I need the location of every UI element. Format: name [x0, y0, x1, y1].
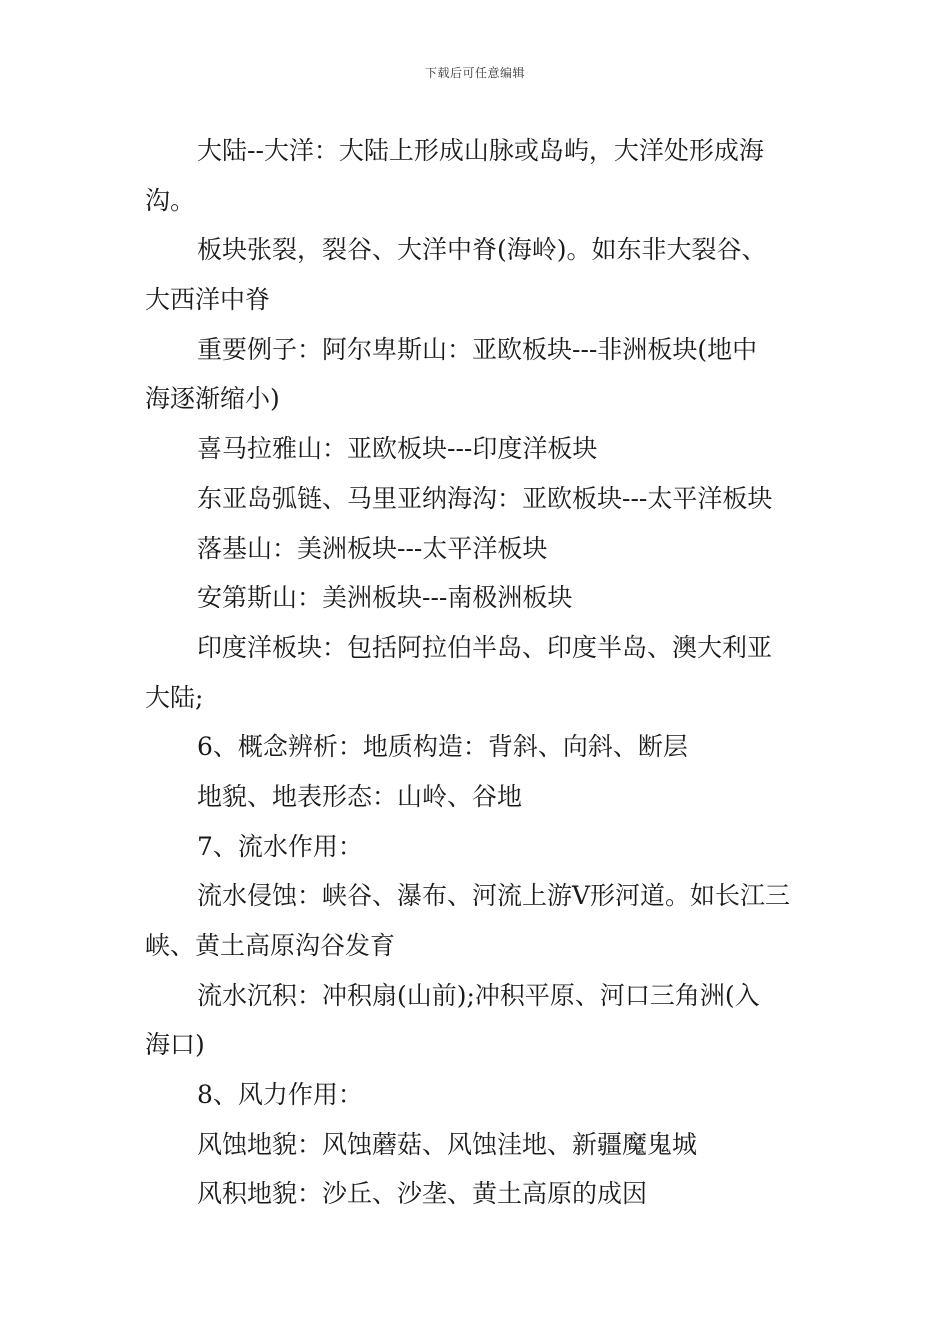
- text-line: 海口): [145, 1030, 205, 1060]
- text-line: 板块张裂，裂谷、大洋中脊(海岭)。如东非大裂谷、: [197, 235, 767, 265]
- text-line: 风积地貌：沙丘、沙垄、黄土高原的成因: [197, 1179, 648, 1209]
- text-line: 东亚岛弧链、马里亚纳海沟：亚欧板块---太平洋板块: [197, 483, 773, 513]
- text-line: 地貌、地表形态：山岭、谷地: [197, 781, 523, 811]
- text-line: 大西洋中脊: [145, 285, 271, 315]
- text-line: 流水侵蚀：峡谷、瀑布、河流上游V形河道。如长江三: [197, 881, 791, 911]
- document-body: [145, 126, 810, 1219]
- page-header-note: 下载后可任意编辑: [424, 66, 525, 80]
- text-line: 大陆--大洋：大陆上形成山脉或岛屿，大洋处形成海: [197, 136, 764, 165]
- text-line: 6、概念辨析：地质构造：背斜、向斜、断层: [197, 732, 688, 762]
- text-line: 海逐渐缩小): [145, 384, 280, 414]
- text-line: 重要例子：阿尔卑斯山：亚欧板块---非洲板块(地中: [197, 334, 758, 364]
- text-line: 大陆;: [145, 682, 204, 712]
- text-line: 沟。: [145, 185, 196, 215]
- text-line: 印度洋板块：包括阿拉伯半岛、印度半岛、澳大利亚: [197, 632, 773, 662]
- text-line: 峡、黄土高原沟谷发育: [145, 931, 396, 960]
- text-line: 风蚀地貌：风蚀蘑菇、风蚀洼地、新疆魔鬼城: [197, 1129, 698, 1159]
- text-line: 7、流水作用：: [197, 831, 363, 861]
- text-line: 喜马拉雅山：亚欧板块---印度洋板块: [197, 434, 598, 464]
- text-line: 流水沉积：冲积扇(山前);冲积平原、河口三角洲(入: [197, 980, 760, 1010]
- text-line: 落基山：美洲板块---太平洋板块: [197, 533, 548, 563]
- text-line: 8、风力作用：: [197, 1080, 363, 1110]
- text-line: 安第斯山：美洲板块---南极洲板块: [197, 583, 573, 613]
